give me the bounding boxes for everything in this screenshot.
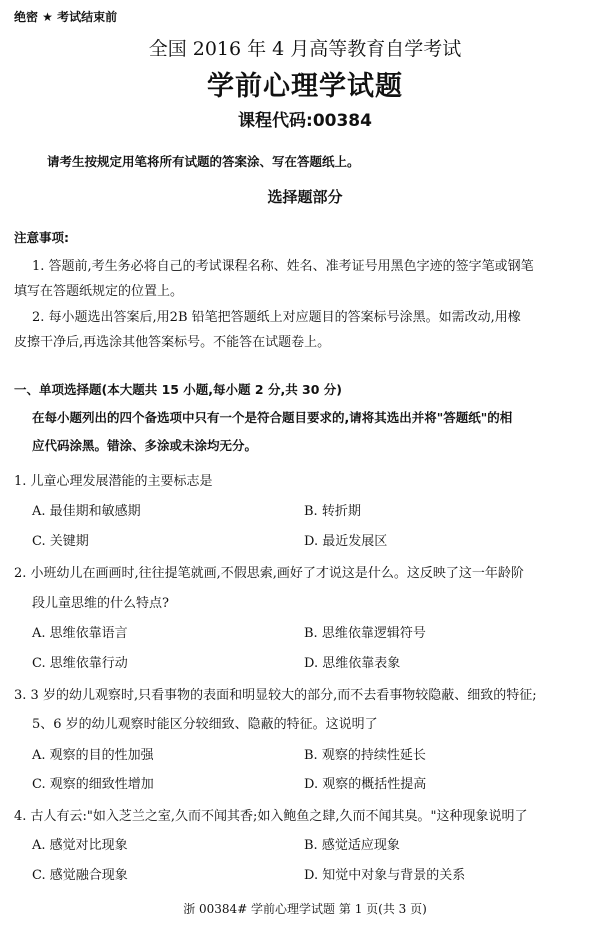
question-1-stem: 1. 儿童心理发展潜能的主要标志是 xyxy=(14,474,213,489)
question-4-option-c: C. 感觉融合现象 xyxy=(32,868,128,883)
intro-instruction: 请考生按规定用笔将所有试题的答案涂、写在答题纸上。 xyxy=(47,154,360,169)
question-1-option-b: B. 转折期 xyxy=(304,504,361,519)
question-3-option-a: A. 观察的目的性加强 xyxy=(32,748,154,763)
question-1-option-c: C. 关键期 xyxy=(32,534,89,549)
note-2-line-2: 皮擦干净后,再选涂其他答案标号。不能答在试题卷上。 xyxy=(14,335,331,350)
question-4-option-b: B. 感觉适应现象 xyxy=(304,838,400,853)
question-4-option-d: D. 知觉中对象与背景的关系 xyxy=(304,868,466,883)
question-4-option-a: A. 感觉对比现象 xyxy=(32,838,128,853)
course-code: 课程代码:00384 xyxy=(238,111,372,131)
note-2-line-1: 2. 每小题选出答案后,用2B 铅笔把答题纸上对应题目的答案标号涂黑。如需改动,用橡 xyxy=(32,310,521,325)
question-3-stem-line-2: 5、6 岁的幼儿观察时能区分较细致、隐蔽的特征。这说明了 xyxy=(32,717,378,732)
question-2-option-c: C. 思维依靠行动 xyxy=(32,656,128,671)
question-2-stem-line-1: 2. 小班幼儿在画画时,往往提笔就画,不假思索,画好了才说这是什么。这反映了这一年龄阶 xyxy=(14,566,524,581)
question-2-stem-line-2: 段儿童思维的什么特点? xyxy=(32,596,169,611)
question-2-option-a: A. 思维依靠语言 xyxy=(32,626,128,641)
question-1-option-d: D. 最近发展区 xyxy=(304,534,388,549)
subject-title: 学前心理学试题 xyxy=(207,71,403,102)
question-3-option-b: B. 观察的持续性延长 xyxy=(304,748,426,763)
question-1-option-a: A. 最佳期和敏感期 xyxy=(32,504,141,519)
notes-heading: 注意事项: xyxy=(14,230,69,245)
note-1-line-1: 1. 答题前,考生务必将自己的考试课程名称、姓名、准考证号用黑色字迹的签字笔或钢笔 xyxy=(32,259,534,274)
section-title: 选择题部分 xyxy=(267,188,343,206)
note-1-line-2: 填写在答题纸规定的位置上。 xyxy=(14,284,184,299)
question-3-stem-line-1: 3. 3 岁的幼儿观察时,只看事物的表面和明显较大的部分,而不去看事物较隐蔽、细致的特征; xyxy=(14,688,537,703)
question-3-option-d: D. 观察的概括性提高 xyxy=(304,777,427,792)
part-1-instruction-line-1: 在每小题列出的四个备选项中只有一个是符合题目要求的,请将其选出并将"答题纸"的相 xyxy=(32,410,513,425)
part-1-instruction-line-2: 应代码涂黑。错涂、多涂或未涂均无分。 xyxy=(32,438,258,453)
question-3-option-c: C. 观察的细致性增加 xyxy=(32,777,154,792)
exam-session-title: 全国 2016 年 4 月高等教育自学考试 xyxy=(148,38,462,60)
question-4-stem: 4. 古人有云:"如入芝兰之室,久而不闻其香;如入鲍鱼之肆,久而不闻其臭。"这种现象说明了 xyxy=(14,809,528,824)
page-footer: 浙 00384# 学前心理学试题 第 1 页(共 3 页) xyxy=(183,902,427,916)
part-1-heading: 一、单项选择题(本大题共 15 小题,每小题 2 分,共 30 分) xyxy=(14,382,343,397)
question-2-option-d: D. 思维依靠表象 xyxy=(304,656,401,671)
confidential-note: 绝密 ★ 考试结束前 xyxy=(14,10,118,24)
question-2-option-b: B. 思维依靠逻辑符号 xyxy=(304,626,426,641)
